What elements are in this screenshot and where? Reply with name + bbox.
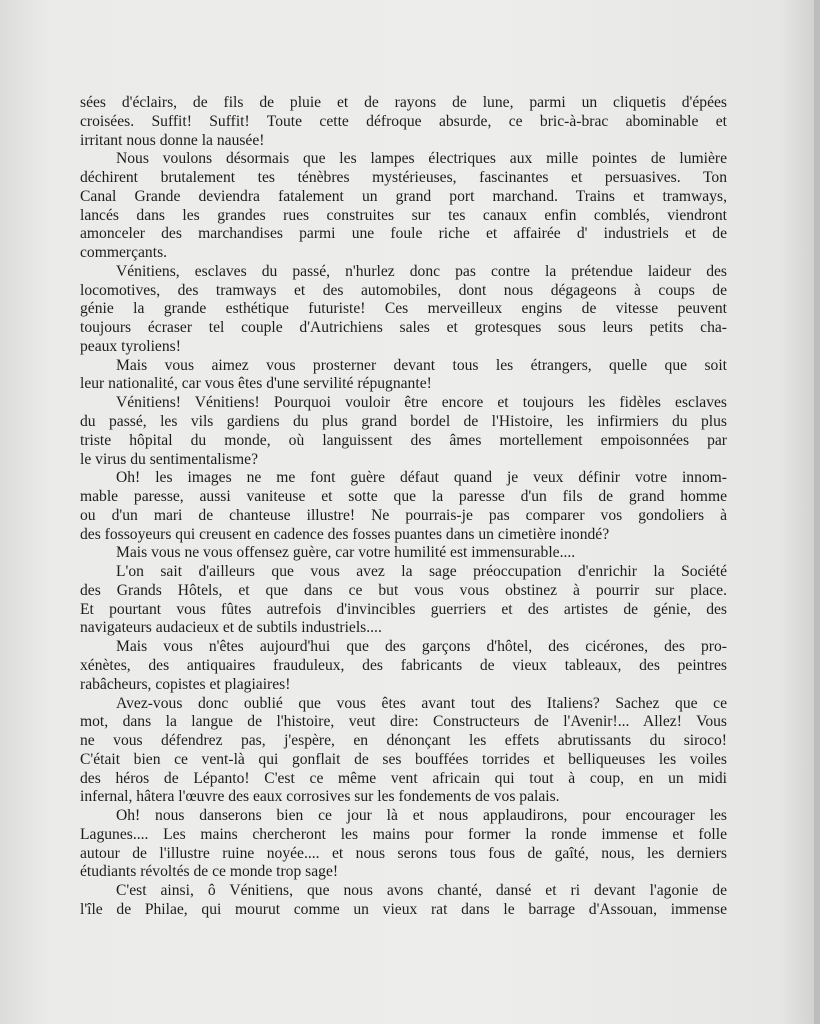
paragraph bbox=[80, 695, 727, 808]
text-line: C'est ainsi, ô Vénitiens, que nous avons chanté, dansé et ri devant l'agonie de bbox=[116, 882, 727, 900]
text-line: génie la grande esthétique futuriste! Ces merveilleux engins de vitesse peuvent bbox=[80, 300, 727, 318]
paragraph bbox=[80, 394, 727, 469]
paragraph bbox=[80, 807, 727, 882]
text-line: triste hôpital du monde, où languissent des âmes mortellement empoisonnées par bbox=[80, 431, 727, 449]
text-line: Lagunes.... Les mains chercheront les mains pour former la ronde immense et folle bbox=[80, 825, 727, 843]
paragraph bbox=[80, 263, 727, 357]
text-line: leur nationalité, car vous êtes d'une servilité répugnante! bbox=[80, 375, 432, 393]
text-line: irritant nous donne la nausée! bbox=[80, 131, 265, 149]
text-line: des héros de Lépanto! C'est ce même vent africain qui tout à coup, en un midi bbox=[80, 769, 727, 787]
paragraph bbox=[80, 150, 727, 263]
paragraph bbox=[80, 563, 727, 638]
text-line: croisées. Suffit! Suffit! Toute cette défroque absurde, ce bric-à-brac abominable et bbox=[80, 112, 727, 130]
page-edge-shadow bbox=[814, 0, 820, 1024]
text-line: étudiants révoltés de ce monde trop sage! bbox=[80, 863, 339, 881]
text-line: des Grands Hôtels, et que dans ce but vous vous obstinez à pourrir sur place. bbox=[80, 581, 727, 599]
paragraph bbox=[80, 94, 727, 150]
paragraph bbox=[80, 882, 727, 920]
text-line: toujours écraser tel couple d'Autrichiens sales et grotesques sous leurs petits cha- bbox=[80, 319, 727, 337]
text-line: Oh! les images ne me font guère défaut quand je veux définir votre innom- bbox=[116, 469, 727, 487]
text-line: l'île de Philae, qui mourut comme un vieux rat dans le barrage d'Assouan, immense bbox=[80, 900, 727, 918]
text-line: sées d'éclairs, de fils de pluie et de rayons de lune, parmi un cliquetis d'épées bbox=[80, 94, 727, 111]
paragraph bbox=[80, 544, 727, 563]
text-line: le virus du sentimentalisme? bbox=[80, 450, 258, 468]
text-line: rabâcheurs, copistes et plagiaires! bbox=[80, 675, 291, 693]
text-line: locomotives, des tramways et des automobiles, dont nous dégageons à coups de bbox=[80, 281, 727, 299]
text-line: commerçants. bbox=[80, 244, 168, 262]
paragraph bbox=[80, 469, 727, 544]
text-line: mot, dans la langue de l'histoire, veut dire: Constructeurs de l'Avenir!... Allez! Vous bbox=[80, 713, 727, 731]
text-line: Vénitiens! Vénitiens! Pourquoi vouloir être encore et toujours les fidèles esclaves bbox=[116, 394, 727, 412]
text-line: Mais vous ne vous offensez guère, car votre humilité est immensurable.... bbox=[116, 544, 576, 562]
text-line: Oh! nous danserons bien ce jour là et nous applaudirons, pour encourager les bbox=[116, 807, 727, 825]
text-line: infernal, hâtera l'œuvre des eaux corrosives sur les fondements de vos palais. bbox=[80, 788, 560, 806]
text-line: xénètes, des antiquaires frauduleux, des fabricants de vieux tableaux, des peintres bbox=[80, 656, 727, 674]
text-line: ou d'un mari de chanteuse illustre! Ne pourrais-je pas comparer vos gondoliers à bbox=[80, 506, 727, 524]
text-line: déchirent brutalement tes ténèbres mystérieuses, fascinantes et persuasives. Ton bbox=[80, 169, 727, 187]
text-line: autour de l'illustre ruine noyée.... et nous serons tous fous de gaîté, nous, les derniers bbox=[80, 844, 727, 862]
body-text bbox=[80, 94, 727, 920]
text-line: Et pourtant vous fûtes autrefois d'invincibles guerriers et des artistes de génie, des bbox=[80, 600, 727, 618]
text-line: Canal Grande deviendra fatalement un grand port marchand. Trains et tramways, bbox=[80, 187, 727, 205]
text-line: mable paresse, aussi vaniteuse et sotte que la paresse d'un fils de grand homme bbox=[80, 488, 727, 506]
text-line: peaux tyroliens! bbox=[80, 337, 181, 355]
text-line: des fossoyeurs qui creusent en cadence des fosses puantes dans un cimetière inondé? bbox=[80, 525, 610, 543]
text-line: ne vous défendrez pas, j'espère, en dénonçant les effets abrutissants du siroco! bbox=[80, 732, 727, 750]
text-line: Mais vous aimez vous prosterner devant tous les étrangers, quelle que soit bbox=[116, 356, 727, 374]
text-line: lancés dans les grandes rues construites sur tes canaux enfin comblés, viendront bbox=[80, 206, 727, 224]
text-line: Mais vous n'êtes aujourd'hui que des garçons d'hôtel, des cicérones, des pro- bbox=[116, 638, 727, 656]
text-line: Nous voulons désormais que les lampes électriques aux mille pointes de lumière bbox=[116, 150, 727, 168]
text-line: C'était bien ce vent-là qui gonflait de ses bouffées torrides et belliqueuses les voiles bbox=[80, 750, 727, 768]
text-line: navigateurs audacieux et de subtils industriels.... bbox=[80, 619, 382, 637]
text-line: L'on sait d'ailleurs que vous avez la sage préoccupation d'enrichir la Société bbox=[116, 563, 727, 581]
text-line: Avez-vous donc oublié que vous êtes avant tout des Italiens? Sachez que ce bbox=[116, 694, 727, 712]
paragraph bbox=[80, 638, 727, 694]
text-line: du passé, les vils gardiens du plus grand bordel de l'Histoire, les infirmiers du plus bbox=[80, 413, 727, 431]
text-line: Vénitiens, esclaves du passé, n'hurlez donc pas contre la prétendue laideur des bbox=[116, 262, 727, 280]
text-line: amonceler des marchandises parmi une foule riche et affairée d' industriels et de bbox=[80, 225, 727, 243]
paragraph bbox=[80, 357, 727, 395]
